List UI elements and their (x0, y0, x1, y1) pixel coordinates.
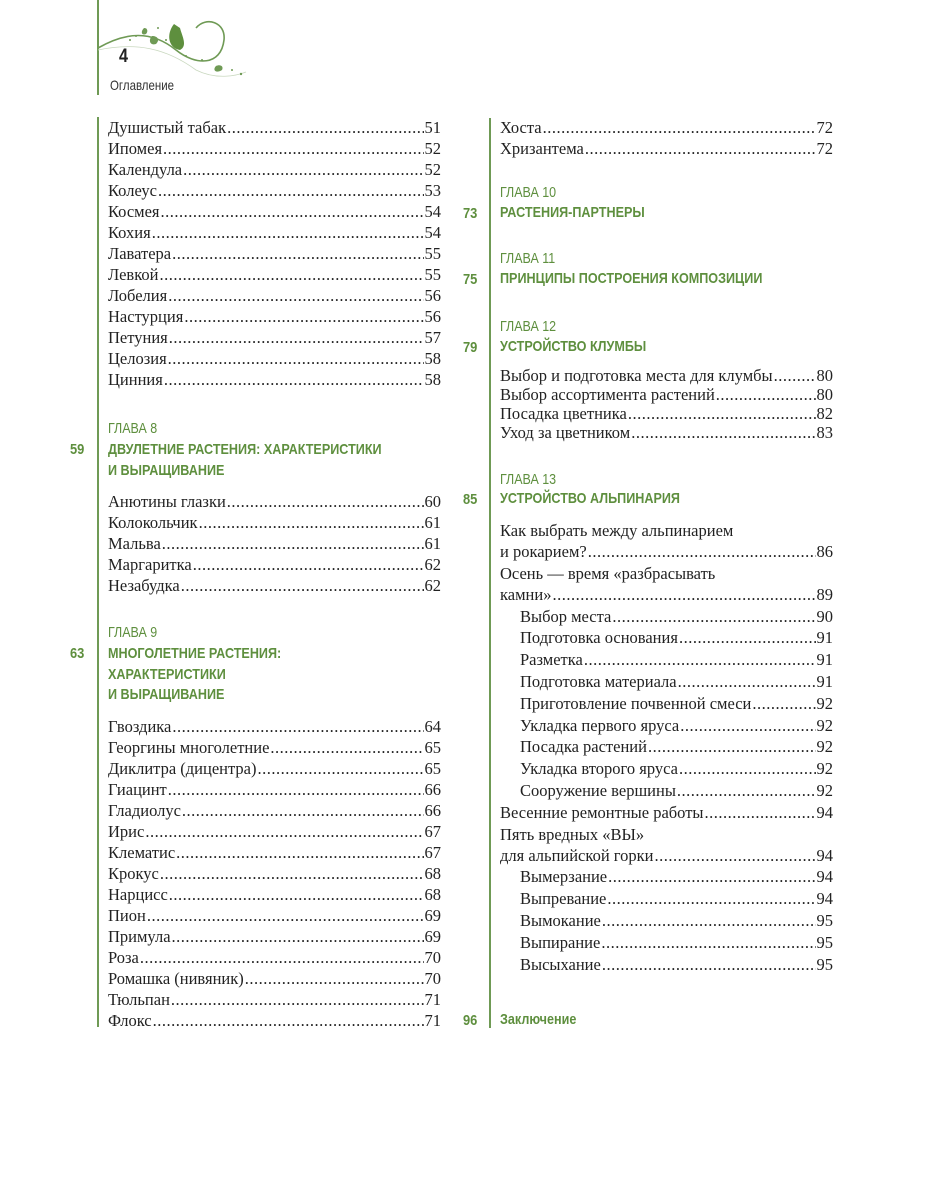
toc-entry-label: Гладиолус (108, 801, 181, 820)
toc-entry-page: 57 (424, 328, 441, 347)
toc-entry-label: Выпревание (520, 889, 607, 909)
toc-entry[interactable] (108, 884, 441, 905)
toc-entry-page: 62 (424, 555, 441, 574)
toc-entry-label: Роза (108, 948, 139, 967)
toc-entry-page: 95 (816, 932, 833, 952)
toc-entry[interactable] (108, 512, 441, 533)
dot-leader (679, 758, 816, 779)
dot-leader (543, 117, 816, 138)
toc-entry-label: Флокс (108, 1011, 152, 1030)
leaf-icon (150, 36, 158, 44)
dot-leader (679, 627, 816, 648)
dot-leader (176, 842, 423, 863)
dot-leader (654, 845, 815, 866)
toc-entry-page: 68 (424, 885, 441, 904)
toc-entry-page: 69 (424, 906, 441, 925)
toc-entry-page: 92 (816, 715, 833, 735)
toc-entry-label: Кохия (108, 223, 151, 242)
toc-entry-page: 92 (816, 781, 833, 800)
chapter-12-label: ГЛАВА 12 (500, 319, 557, 335)
dot-leader (588, 541, 816, 562)
chapter-9-label: ГЛАВА 9 (108, 625, 158, 641)
toc-entry[interactable] (108, 737, 441, 758)
toc-entry-label: Космея (108, 202, 160, 221)
chapter-8-title[interactable]: ДВУЛЕТНИЕ РАСТЕНИЯ: ХАРАКТЕРИСТИКИ И ВЫРАЩИВАНИЕ (108, 441, 382, 479)
toc-entry-page: 60 (424, 492, 441, 511)
dot-leader (602, 954, 816, 975)
toc-entry-label: Колокольчик (108, 513, 198, 532)
toc-entry-label: Тюльпан (108, 990, 170, 1009)
chapter-8-page[interactable]: 59 (70, 441, 85, 458)
right-column-rule (489, 118, 491, 1028)
toc-entry[interactable] (500, 365, 833, 386)
toc-entry-page: 95 (816, 911, 833, 930)
toc-entry-line: Осень — время «разбрасывать (500, 563, 716, 583)
toc-entry-label: Мальва (108, 534, 161, 553)
dot-leader (169, 327, 424, 348)
toc-entry-page: 67 (424, 843, 441, 862)
toc-entry[interactable] (108, 306, 441, 327)
toc-entry-label: Вымерзание (520, 867, 608, 887)
toc-entry[interactable] (108, 716, 441, 737)
toc-entry[interactable] (108, 842, 441, 863)
toc-entry-label: Укладка второго яруса (520, 759, 678, 779)
page-number: 4 (119, 46, 128, 67)
toc-entry[interactable] (108, 989, 441, 1010)
toc-entry-page: 72 (816, 139, 833, 158)
toc-entry[interactable] (108, 138, 441, 159)
toc-entry-page: 65 (424, 738, 441, 757)
dot-leader (631, 422, 815, 443)
toc-entry-page: 61 (424, 513, 441, 532)
toc-entry[interactable] (520, 649, 833, 670)
toc-entry-label: Целозия (108, 349, 167, 368)
toc-entry-label: Диклитра (дицентра) (108, 759, 257, 778)
toc-entry-page: 83 (816, 423, 833, 442)
toc-entry-label: Лобелия (108, 286, 168, 305)
toc-entry-page: 94 (816, 845, 833, 865)
toc-entry-label: Приготовление почвенной смеси (520, 693, 752, 713)
toc-entry[interactable] (520, 910, 833, 931)
toc-entry[interactable] (520, 671, 833, 692)
leaf-icon (142, 28, 147, 35)
toc-entry-page: 56 (424, 286, 441, 305)
toc-entry[interactable] (520, 780, 833, 801)
dot-leader (584, 649, 816, 670)
dot-leader (160, 863, 424, 884)
toc-entry-page: 70 (424, 948, 441, 967)
dot-leader (168, 779, 424, 800)
dot-leader (270, 737, 423, 758)
toc-entry-label: Ипомея (108, 139, 163, 158)
toc-entry-page: 89 (816, 584, 833, 604)
toc-entry-page: 91 (816, 672, 833, 691)
toc-entry-page: 62 (424, 576, 441, 595)
dot-leader (607, 888, 815, 909)
toc-entry-page: 94 (816, 867, 833, 887)
toc-entry-label: Настурция (108, 307, 184, 326)
toc-entry-page: 95 (816, 954, 833, 974)
dot-leader (161, 201, 424, 222)
toc-entry-label: Ромашка (нивяник) (108, 969, 244, 988)
toc-entry-page: 64 (424, 717, 441, 736)
toc-entry-page: 58 (424, 370, 441, 389)
toc-entry-label: Разметка (520, 650, 583, 670)
toc-entry[interactable] (108, 222, 441, 243)
toc-entry-label: Душистый табак (108, 118, 227, 137)
toc-entry-label: и рокарием? (500, 542, 587, 561)
toc-entry[interactable] (108, 201, 441, 222)
toc-entry-label: Левкой (108, 265, 159, 284)
chapter-11-title[interactable]: ПРИНЦИПЫ ПОСТРОЕНИЯ КОМПОЗИЦИИ (500, 270, 763, 287)
toc-entry-label: Выпирание (520, 932, 601, 952)
toc-entry-label: Гиацинт (108, 780, 167, 799)
dot-leader (183, 159, 423, 180)
chapter-8-label: ГЛАВА 8 (108, 421, 158, 437)
dot-leader (585, 138, 816, 159)
toc-entry[interactable] (108, 905, 441, 926)
dot-leader (245, 968, 424, 989)
dot-leader (680, 715, 815, 736)
toc-entry[interactable] (108, 800, 441, 821)
toc-entry[interactable] (520, 715, 833, 736)
toc-entry-page: 52 (424, 139, 441, 158)
toc-entry[interactable] (500, 584, 833, 605)
toc-entry[interactable] (520, 736, 833, 757)
toc-entry-label: Выбор места (520, 606, 612, 626)
toc-entry-label: Подготовка материала (520, 672, 677, 691)
toc-entry-page: 86 (816, 542, 833, 561)
toc-entry-page: 92 (816, 737, 833, 757)
toc-entry-label: Ирис (108, 822, 145, 841)
toc-entry-page: 72 (816, 118, 833, 137)
chapter-10-page[interactable]: 73 (463, 205, 478, 222)
chapter-13-title[interactable]: УСТРОЙСТВО АЛЬПИНАРИЯ (500, 490, 680, 507)
toc-entry-page: 54 (424, 202, 441, 221)
toc-entry-page: 65 (424, 759, 441, 778)
toc-entry[interactable] (500, 422, 833, 443)
dot-leader (678, 671, 816, 692)
toc-entry-page: 67 (424, 822, 441, 841)
chapter-11-label: ГЛАВА 11 (500, 251, 556, 267)
dot-leader (648, 736, 816, 757)
toc-entry-label: Выбор ассортимента растений (500, 385, 715, 404)
dot-leader (152, 222, 424, 243)
chapter-11-page[interactable]: 75 (463, 271, 478, 288)
toc-entry-page: 82 (816, 404, 833, 423)
toc-entry-page: 71 (424, 1011, 441, 1030)
toc-entry[interactable] (108, 117, 441, 138)
toc-entry[interactable] (500, 541, 833, 562)
dot-leader (628, 403, 816, 424)
toc-entry[interactable] (108, 159, 441, 180)
toc-entry[interactable] (108, 285, 441, 306)
toc-entry-label: Примула (108, 927, 171, 946)
dot-leader (774, 365, 816, 386)
dot-leader (153, 1010, 424, 1031)
dot-leader (227, 491, 424, 512)
toc-entry[interactable] (500, 845, 833, 866)
chapter-12-page[interactable]: 79 (463, 339, 478, 356)
toc-entry-page: 52 (424, 160, 441, 179)
leaf-icon (214, 65, 222, 71)
conclusion-page[interactable]: 96 (463, 1012, 478, 1029)
chapter-13-label: ГЛАВА 13 (500, 472, 557, 488)
dot-leader (257, 758, 423, 779)
dot-leader (181, 575, 424, 596)
section-title: Оглавление (110, 77, 175, 93)
left-column-rule (97, 117, 99, 1027)
toc-entry-label: Хоста (500, 118, 542, 137)
toc-entry[interactable] (108, 491, 441, 512)
dot-leader (182, 800, 424, 821)
toc-entry-label: Сооружение вершины (520, 781, 676, 800)
conclusion-title[interactable]: Заключение (500, 1011, 577, 1028)
dot-leader (752, 693, 815, 714)
toc-entry-label: Клематис (108, 843, 176, 862)
toc-entry-label: Гвоздика (108, 717, 172, 736)
toc-entry-page: 56 (424, 307, 441, 326)
toc-entry-label: Укладка первого яруса (520, 715, 680, 735)
toc-entry[interactable] (108, 1010, 441, 1031)
toc-entry[interactable] (108, 264, 441, 285)
toc-entry[interactable] (500, 117, 833, 138)
toc-entry[interactable] (108, 369, 441, 390)
toc-entry[interactable] (108, 926, 441, 947)
dot-leader (601, 932, 815, 953)
dot-leader (140, 947, 424, 968)
toc-entry[interactable] (108, 863, 441, 884)
toc-entry-page: 92 (816, 759, 833, 779)
toc-entry-label: Хризантема (500, 139, 584, 158)
toc-entry-label: Крокус (108, 864, 159, 883)
toc-entry[interactable] (108, 575, 441, 596)
toc-entry[interactable] (520, 627, 833, 648)
dot-leader (612, 606, 815, 627)
toc-entry-page: 91 (816, 650, 833, 670)
dot-leader (172, 926, 424, 947)
dot-leader (705, 802, 816, 823)
toc-entry[interactable] (108, 348, 441, 369)
toc-entry[interactable] (108, 821, 441, 842)
toc-entry[interactable] (500, 384, 833, 405)
toc-entry[interactable] (108, 968, 441, 989)
toc-entry-line: Пять вредных «ВЫ» (500, 824, 645, 844)
dot-leader (199, 512, 424, 533)
dot-leader (608, 866, 815, 887)
toc-entry-label: Петуния (108, 328, 168, 347)
toc-entry-page: 69 (424, 927, 441, 946)
toc-entry[interactable] (520, 693, 833, 714)
toc-entry[interactable] (520, 954, 833, 975)
toc-entry-page: 80 (816, 366, 833, 385)
chapter-9-page[interactable]: 63 (70, 645, 85, 662)
toc-entry-page: 71 (424, 990, 441, 1009)
toc-entry-label: Георгины многолетние (108, 738, 270, 757)
dot-leader (145, 821, 423, 842)
toc-entry-label: Уход за цветником (500, 423, 631, 442)
toc-entry[interactable] (108, 327, 441, 348)
toc-entry[interactable] (520, 606, 833, 627)
dot-leader (716, 384, 816, 405)
toc-entry-label: Цинния (108, 370, 163, 389)
chapter-10-title[interactable]: РАСТЕНИЯ-ПАРТНЕРЫ (500, 204, 645, 221)
dot-leader (227, 117, 423, 138)
toc-entry-page: 68 (424, 864, 441, 883)
dot-leader (158, 180, 424, 201)
toc-entry-label: Анютины глазки (108, 492, 226, 511)
toc-entry-label: камни» (500, 584, 552, 604)
toc-entry-label: Маргаритка (108, 555, 192, 574)
toc-entry[interactable] (108, 554, 441, 575)
toc-entry-page: 70 (424, 969, 441, 988)
toc-entry-label: Подготовка основания (520, 628, 678, 648)
toc-entry-page: 80 (816, 385, 833, 404)
toc-entry-line: Как выбрать между альпинарием (500, 521, 734, 540)
dot-leader (172, 243, 423, 264)
dot-leader (171, 989, 424, 1010)
toc-entry[interactable] (108, 779, 441, 800)
toc-entry[interactable] (108, 180, 441, 201)
toc-entry-label: Весенние ремонтные работы (500, 802, 704, 822)
toc-entry-label: Незабудка (108, 576, 180, 595)
toc-entry[interactable] (520, 758, 833, 779)
toc-entry-label: для альпийской горки (500, 845, 654, 865)
dot-leader (168, 285, 423, 306)
toc-entry-label: Календула (108, 160, 183, 179)
toc-entry[interactable] (500, 138, 833, 159)
dot-leader (147, 905, 424, 926)
chapter-9-title[interactable]: МНОГОЛЕТНИЕ РАСТЕНИЯ: ХАРАКТЕРИСТИКИ И ВЫРАЩИВАНИЕ (108, 645, 282, 703)
toc-entry-page: 66 (424, 780, 441, 799)
dot-leader (168, 348, 424, 369)
toc-entry-page: 54 (424, 223, 441, 242)
toc-entry-page: 92 (816, 693, 833, 713)
chapter-10-label: ГЛАВА 10 (500, 185, 557, 201)
dot-leader (164, 369, 424, 390)
dot-leader (162, 533, 424, 554)
toc-entry-page: 90 (816, 606, 833, 626)
toc-entry-label: Нарцисс (108, 885, 168, 904)
toc-entry-page: 53 (424, 181, 441, 200)
toc-entry-label: Лаватера (108, 244, 172, 263)
dot-leader (169, 884, 424, 905)
dot-leader (184, 306, 423, 327)
toc-entry-page: 94 (816, 802, 833, 822)
toc-entry-page: 51 (424, 118, 441, 137)
toc-entry-label: Колеус (108, 181, 157, 200)
dot-leader (602, 910, 816, 931)
chapter-13-page[interactable]: 85 (463, 491, 478, 508)
toc-entry-page: 94 (816, 889, 833, 909)
toc-entry-page: 58 (424, 349, 441, 368)
toc-entry-page: 55 (424, 244, 441, 263)
toc-entry-label: Посадка растений (520, 737, 647, 757)
toc-entry[interactable] (520, 866, 833, 887)
toc-entry[interactable] (108, 243, 441, 264)
dot-leader (193, 554, 424, 575)
toc-entry-page: 91 (816, 628, 833, 648)
toc-entry[interactable] (108, 533, 441, 554)
toc-entry-label: Вымокание (520, 911, 601, 930)
toc-entry[interactable] (520, 888, 833, 909)
toc-entry-page: 66 (424, 801, 441, 820)
toc-entry[interactable] (500, 802, 833, 823)
dot-leader (677, 780, 816, 801)
dot-leader (163, 138, 423, 159)
dot-leader (172, 716, 423, 737)
chapter-12-title[interactable]: УСТРОЙСТВО КЛУМБЫ (500, 338, 647, 355)
dot-leader (552, 584, 815, 605)
toc-entry[interactable] (500, 403, 833, 424)
toc-entry-label: Высыхание (520, 954, 601, 974)
toc-entry-label: Пион (108, 906, 146, 925)
toc-entry-page: 55 (424, 265, 441, 284)
toc-entry-page: 61 (424, 534, 441, 553)
dot-leader (159, 264, 423, 285)
toc-entry-label: Выбор и подготовка места для клумбы (500, 366, 773, 385)
toc-entry[interactable] (108, 947, 441, 968)
toc-entry-label: Посадка цветника (500, 404, 627, 423)
toc-entry[interactable] (108, 758, 441, 779)
toc-entry[interactable] (520, 932, 833, 953)
